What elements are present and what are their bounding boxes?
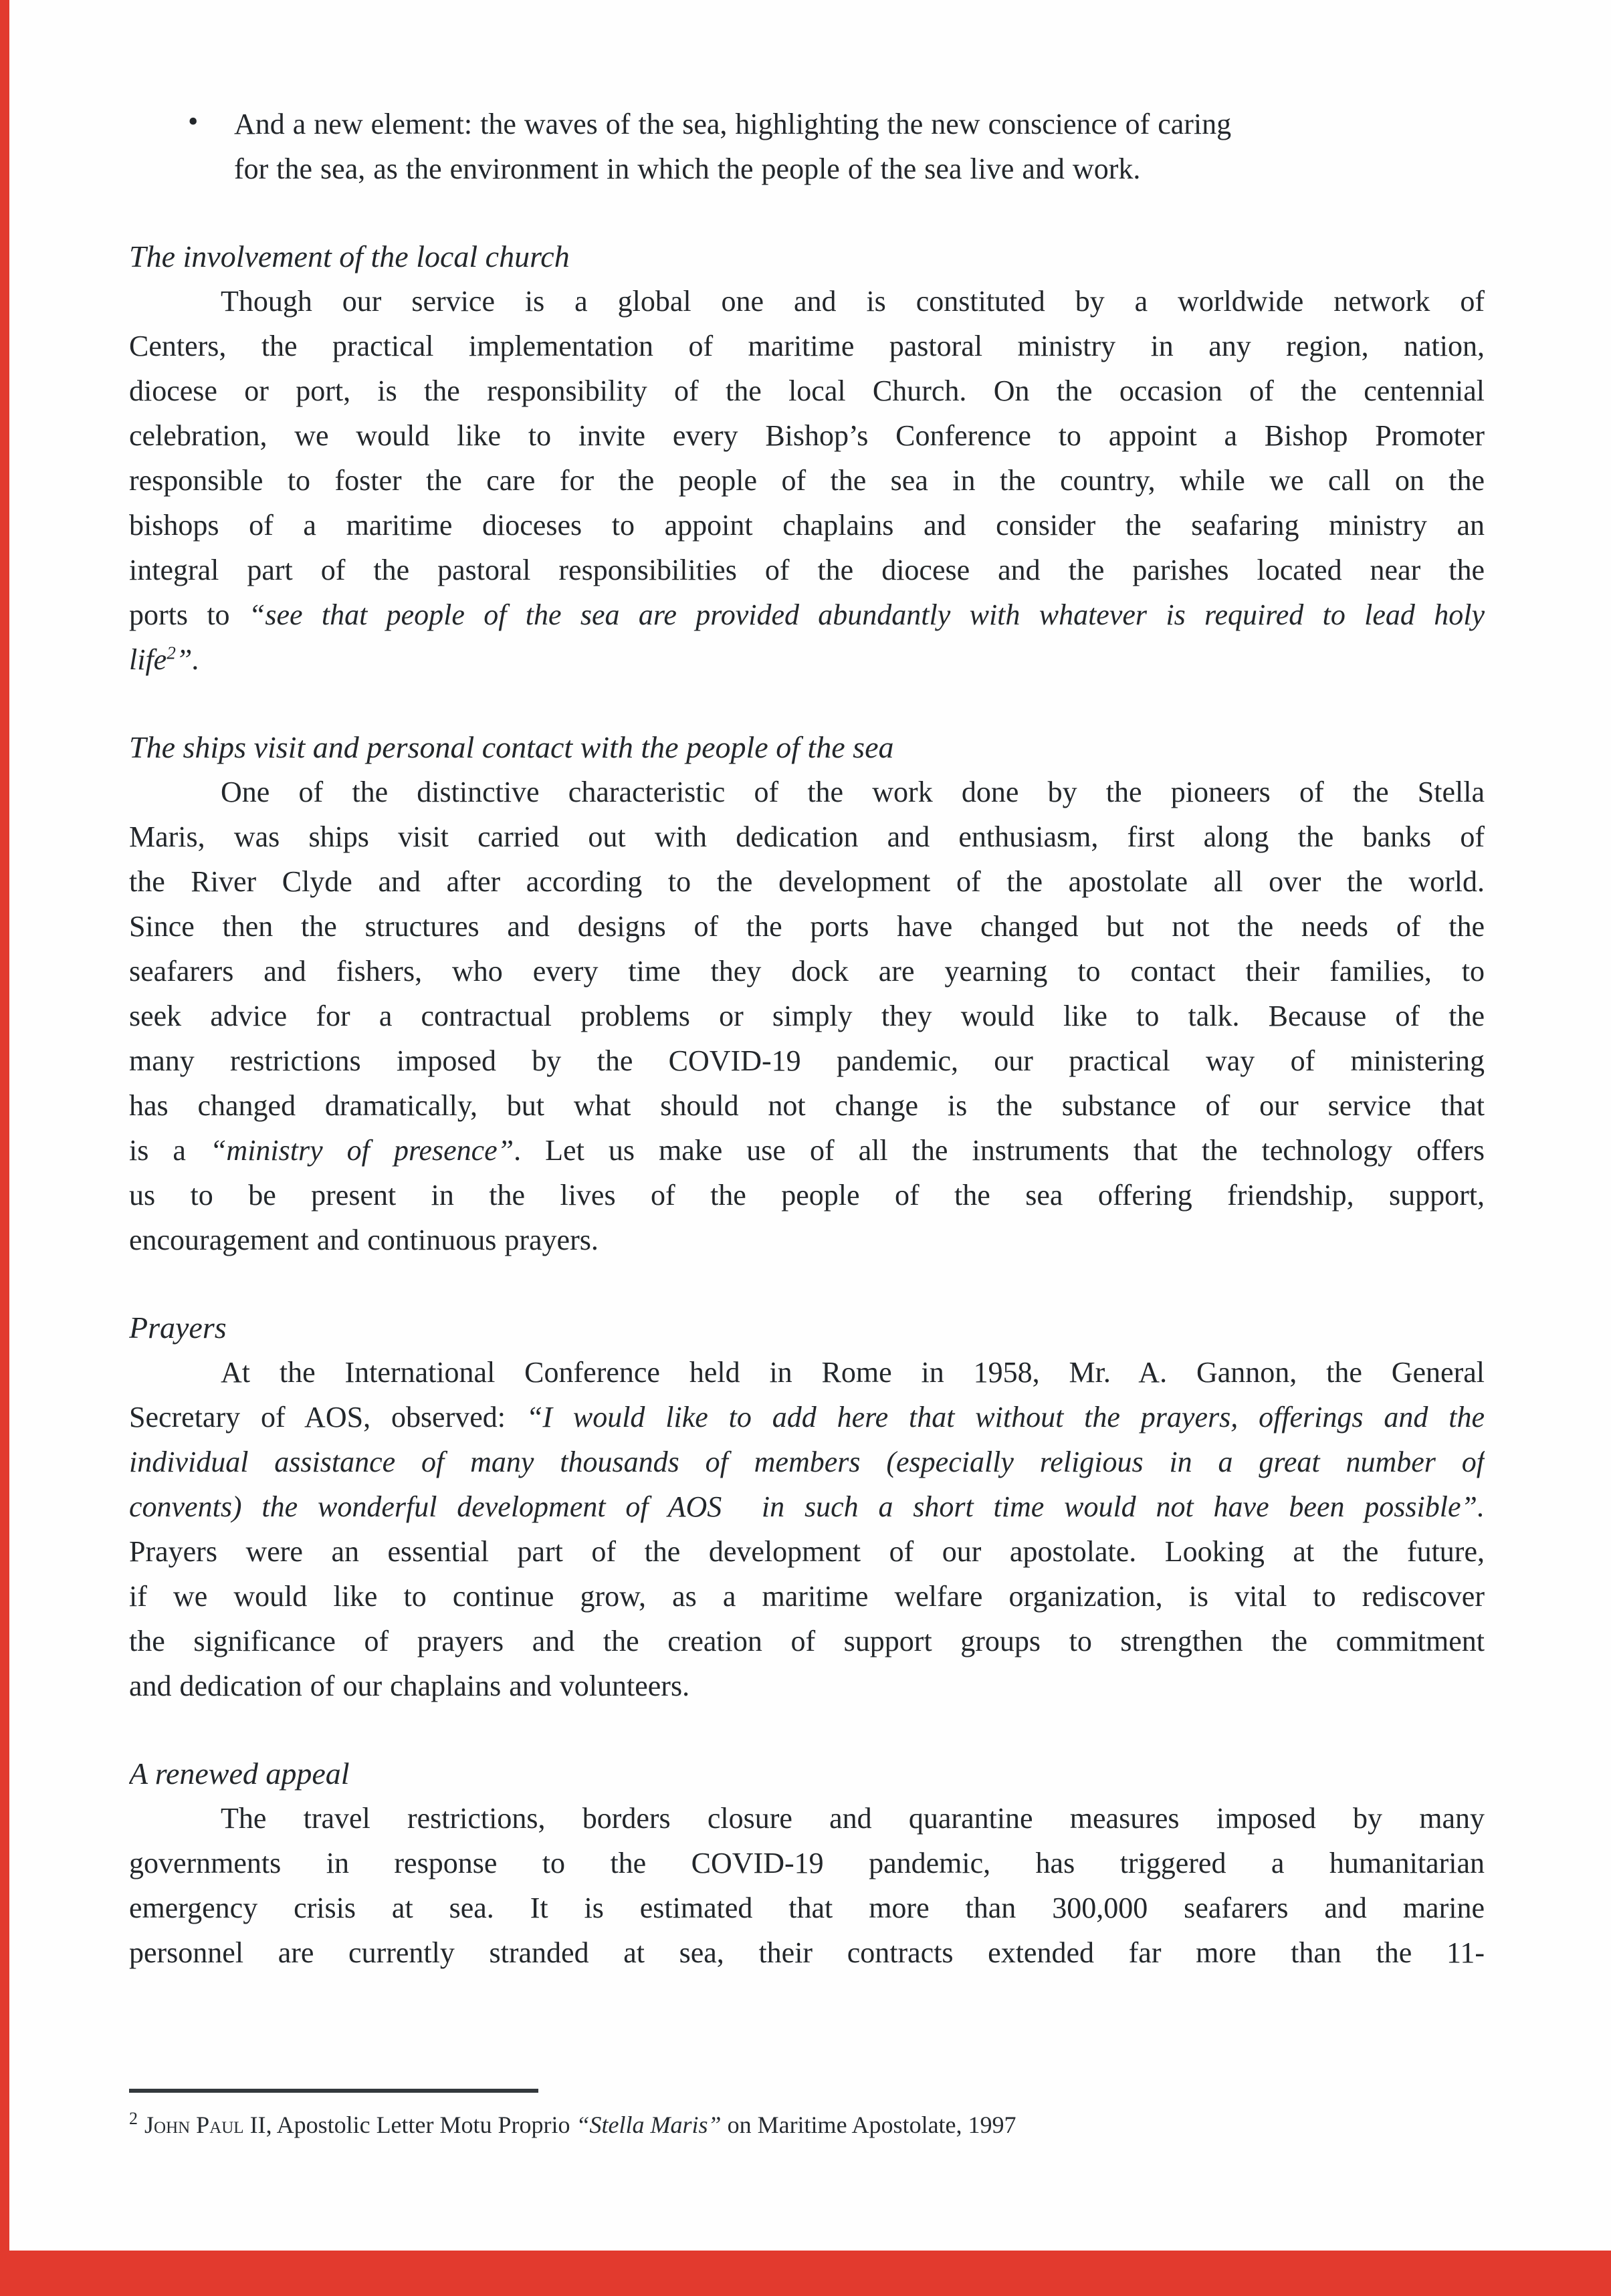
text-line (129, 1841, 1485, 1885)
page-content (129, 102, 1485, 1975)
section-heading: Prayers (129, 1310, 227, 1345)
text-segment: for the sea, as the environment in which the people of the sea live and work. (234, 152, 1141, 185)
footnote-text (129, 2109, 1485, 2141)
footnote-rule (129, 2089, 538, 2093)
footnote (129, 2089, 1485, 2141)
text-line (129, 413, 1485, 458)
section-paragraph (129, 1350, 1485, 1708)
footnote-citation (144, 2111, 1016, 2138)
text-line (129, 1128, 1485, 1173)
text-segment: the River Clyde and after according to the development of the apostolate all over the world. (129, 865, 1485, 898)
text-segment: “ministry of presence” (209, 1134, 514, 1167)
text-segment: life (129, 643, 167, 676)
text-line (129, 1529, 1485, 1574)
text-line (129, 503, 1485, 548)
text-line (129, 1663, 1485, 1708)
page-edge-left (0, 0, 9, 2296)
text-segment: seafarers and fishers, who every time they dock are yearning to contact their families, to (129, 955, 1485, 988)
text-segment: “Stella Maris” (576, 2111, 722, 2138)
bullet-text (234, 102, 1485, 191)
text-segment: has changed dramatically, but what should not change is the substance of our service that (129, 1089, 1485, 1122)
text-line (129, 368, 1485, 413)
bullet-marker-icon: • (188, 105, 199, 138)
text-line (129, 949, 1485, 994)
text-line (129, 770, 1485, 814)
text-segment: John Paul II (144, 2111, 266, 2138)
text-segment: emergency crisis at sea. It is estimated that more than 300,000 seafarers and marine (129, 1891, 1485, 1924)
text-segment: seek advice for a contractual problems or simply they would like to talk. Because of the (129, 1000, 1485, 1032)
text-line (129, 1930, 1485, 1975)
section-paragraph (129, 770, 1485, 1262)
page-edge-bottom (0, 2251, 1611, 2296)
text-segment: And a new element: the waves of the sea, highlighting the new conscience of caring (234, 108, 1232, 140)
text-segment: Secretary of AOS, observed: (129, 1401, 526, 1433)
text-segment: Since then the structures and designs of the ports have changed but not the needs of the (129, 910, 1485, 943)
text-segment: . Let us make use of all the instruments that the technology offers (514, 1134, 1485, 1167)
text-segment: celebration, we would like to invite every Bishop’s Conference to appoint a Bishop Promoter (129, 419, 1485, 452)
text-line (129, 1083, 1485, 1128)
section-paragraph (129, 1796, 1485, 1975)
text-line (129, 1619, 1485, 1663)
text-line (129, 592, 1485, 637)
section-heading: A renewed appeal (129, 1756, 350, 1791)
text-segment: governments in response to the COVID-19 pandemic, has triggered a humanitarian (129, 1847, 1485, 1879)
text-line (129, 1395, 1485, 1440)
text-segment: The travel restrictions, borders closure and quarantine measures imposed by many (221, 1802, 1485, 1835)
text-segment: on Maritime Apostolate, 1997 (721, 2111, 1016, 2138)
text-line (129, 1218, 1485, 1262)
text-segment: ”. (175, 643, 200, 676)
section-renewed-appeal (129, 1751, 1485, 1975)
text-segment: bishops of a maritime dioceses to appoint chaplains and consider the seafaring ministry an (129, 509, 1485, 542)
text-segment: personnel are currently stranded at sea, their contracts extended far more than the 11- (129, 1936, 1485, 1969)
text-segment: “see that people of the sea are provided abundantly with whatever is required to lead holy (248, 598, 1485, 631)
footnote-marker: 2 (129, 2109, 138, 2128)
text-line (129, 548, 1485, 592)
text-line (129, 324, 1485, 368)
text-segment: , Apostolic Letter Motu Proprio (265, 2111, 576, 2138)
text-segment: us to be present in the lives of the people of the sea offering friendship, support, (129, 1179, 1485, 1212)
text-segment: integral part of the pastoral responsibilities of the diocese and the parishes located near the (129, 554, 1485, 586)
text-line (129, 1350, 1485, 1395)
text-segment: Maris, was ships visit carried out with dedication and enthusiasm, first along the banks of (129, 820, 1485, 853)
section-prayers (129, 1305, 1485, 1708)
text-segment: many restrictions imposed by the COVID-19 pandemic, our practical way of ministering (129, 1044, 1485, 1077)
text-line (129, 859, 1485, 904)
text-line (129, 1885, 1485, 1930)
text-line (129, 904, 1485, 949)
section-heading: The ships visit and personal contact with the people of the sea (129, 730, 894, 764)
section-heading: The involvement of the local church (129, 239, 570, 273)
text-segment: ports to (129, 598, 249, 631)
text-segment: At the International Conference held in Rome in 1958, Mr. A. Gannon, the General (221, 1356, 1485, 1389)
text-segment: and dedication of our chaplains and volunteers. (129, 1670, 690, 1702)
text-line (129, 1440, 1485, 1484)
section-ships-visit (129, 725, 1485, 1262)
text-segment: convents) the wonderful development of AOS in such a short time would not have been possible”. (129, 1490, 1485, 1523)
section-paragraph (129, 279, 1485, 682)
text-segment: is a (129, 1134, 210, 1167)
text-segment: Centers, the practical implementation of maritime pastoral ministry in any region, nation, (129, 330, 1485, 362)
text-line (129, 1173, 1485, 1218)
text-line (234, 146, 1485, 191)
text-line (129, 279, 1485, 324)
text-segment: Though our service is a global one and is constituted by a worldwide network of (221, 285, 1485, 318)
text-segment: “I would like to add here that without the prayers, offerings and the (526, 1401, 1485, 1433)
section-involvement-of-local-church (129, 234, 1485, 682)
text-line (129, 1796, 1485, 1841)
text-line (129, 458, 1485, 503)
text-line (129, 1038, 1485, 1083)
text-line (129, 1574, 1485, 1619)
text-segment: responsible to foster the care for the people of the sea in the country, while we call on the (129, 464, 1485, 497)
text-segment: individual assistance of many thousands of members (especially religious in a great number of (129, 1446, 1485, 1478)
text-line (129, 994, 1485, 1038)
bullet-item (129, 102, 1485, 191)
text-line (234, 102, 1485, 146)
text-segment: Prayers were an essential part of the development of our apostolate. Looking at the future, (129, 1535, 1485, 1568)
text-segment: One of the distinctive characteristic of the work done by the pioneers of the Stella (221, 776, 1485, 808)
text-segment: encouragement and continuous prayers. (129, 1224, 599, 1256)
text-segment: 2 (167, 643, 176, 663)
text-segment: diocese or port, is the responsibility of the local Church. On the occasion of the centennial (129, 374, 1485, 407)
text-line (129, 637, 1485, 682)
text-line (129, 814, 1485, 859)
text-segment: if we would like to continue grow, as a maritime welfare organization, is vital to rediscover (129, 1580, 1485, 1613)
text-line (129, 1484, 1485, 1529)
text-segment: the significance of prayers and the creation of support groups to strengthen the commitment (129, 1625, 1485, 1657)
